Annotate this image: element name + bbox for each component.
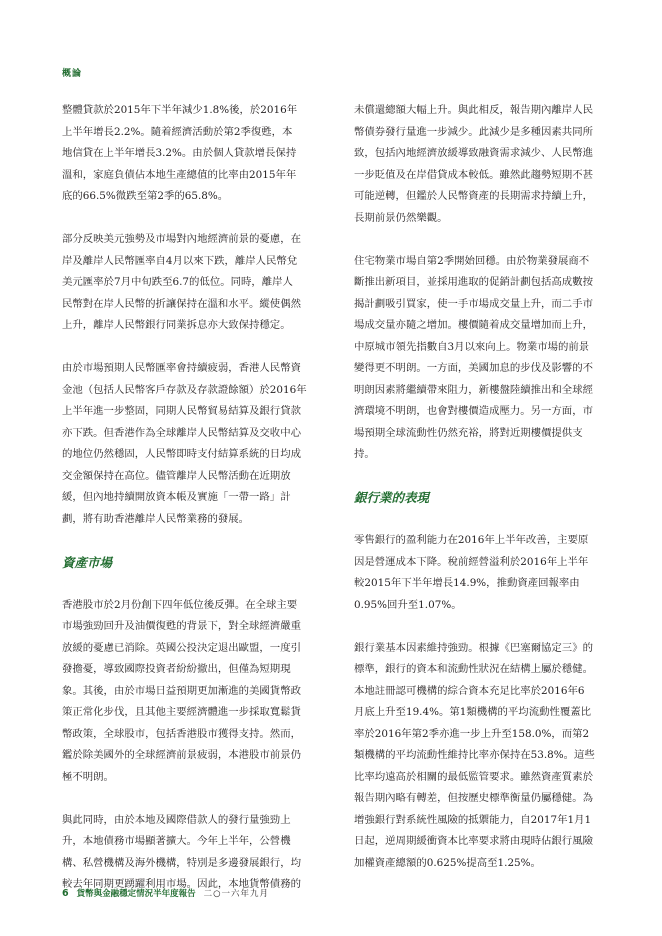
left-column [62,100,308,917]
section-heading-asset-markets: 資產市場 [62,554,113,570]
section-heading-banking-performance: 銀行業的表現 [354,490,430,505]
section-label: 概論 [62,69,83,79]
page-footer [62,887,269,899]
paragraph: 由於市場預期人民幣匯率會持續疲弱，香港人民幣資 金池（包括人民幣客戶存款及存款證餘額）於2016年 上半年進一步整固，同期人民幣貿易結算及銀行貸款 亦下跌。但香港作為全球離岸人民幣結算及交收中心 的地位仍然穩固，人民幣即時支付結算系統的日均成 交金額保持在高位。儘管離岸人民幣活動在近期放 緩，但內地持續開放資本帳及實施「一帶一路」計 劃，將有助香港離岸人民幣業務的發展。 [62,362,307,525]
right-column [354,100,600,896]
paragraph: 未償還總額大幅上升。與此相反，報告期內離岸人民 幣債券發行量進一步減少。此減少是多種因素共同所 致，包括內地經濟放緩導致融資需求減少、人民幣進 一步貶值及在岸借貸成本較低。雖然此趨勢短期不甚 可能逆轉，但鑑於人民幣資產的長期需求持續上升， 長期前景仍然樂觀。 [354,104,593,224]
paragraph: 部分反映美元強勢及市場對內地經濟前景的憂慮，在 岸及離岸人民幣匯率自4月以來下跌，離岸人民幣兌 美元匯率於7月中旬跌至6.7的低位。同時，離岸人 民幣對在岸人民幣的折讓保持在溫和水平。縱使偶然 上升，離岸人民幣銀行同業拆息亦大致保持穩定。 [62,233,301,331]
report-date: 二○一六年九月 [203,889,270,899]
page-number: 6 [62,888,69,899]
paragraph: 整體貸款於2015年下半年減少1.8%後，於2016年 上半年增長2.2%。隨着經濟活動於第2季復甦，本 地信貸在上半年增長3.2%。由於個人貸款增長保持 溫和，家庭負債佔本地生產總值的比率由2015年年 底的66.5%微跌至第2季的65.8%。 [62,104,298,202]
paragraph: 香港股市於2月份創下四年低位後反彈。在全球主要 市場強勁回升及油價復甦的背景下，對全球經濟嚴重 放緩的憂慮已消除。英國公投決定退出歐盟，一度引 發擔憂，導致國際投資者紛紛撤出，但僅為短期現 象。其後，由於市場日益預期更加漸進的美國貨幣政 策正常化步伐，且其他主要經濟體進一步採取寬鬆貨 幣政策，全球股市，包括香港股市獲得支持。然而， 鑑於除美國外的全球經濟前景疲弱，本港股市前景仍 極不明朗。 [62,598,301,783]
paragraph: 銀行業基本因素維持強勁。根據《巴塞爾協定三》的 標準，銀行的資本和流動性狀況在結構上屬於穩健。 本地註冊認可機構的綜合資本充足比率於2016年6 月底上升至19.4%。第1類機構的平均流動性覆蓋比 率於2016年第2季亦進一步上升至158.0%，而第2 類機構的平均流動性維持比率亦保持在53.8%。這些 比率均遠高於相關的最低監管要求。雖然資產質素於 報告期內略有轉差，但按歷史標準衡量仍屬穩健。為 增強銀行對系統性風險的抵禦能力，自2017年1月1 日起，逆周期緩衝資本比率要求將由現時佔銀行風險 加權資產總額的0.625%提高至1.25%。 [354,641,595,869]
paragraph: 住宅物業市場自第2季開始回穩。由於物業發展商不 斷推出新項目，並採用進取的促銷計劃包括高成數按 揭計劃吸引買家，使一手市場成交量上升，而二手市 場成交量亦隨之增加。樓價隨着成交量增加而上升， 中原城市領先指數自3月以來向上。物業市場的前景 變得更不明朗。一方面，美國加息的步伐及影響的不 明朗因素將繼續帶來阻力，新樓盤陸續推出和全球經 濟環境不明朗，也會對樓價造成壓力。另一方面，市 場預期全球流動性仍然充裕，將對近期樓價提供支 持。 [354,254,593,460]
report-title: 貨幣與金融穩定情況半年度報告 [76,889,196,899]
paragraph: 零售銀行的盈利能力在2016年上半年改善，主要原 因是營運成本下降。稅前經營溢利於2016年上半年 較2015年下半年增長14.9%，推動資產回報率由 0.95%回升至1.07%。 [354,534,589,611]
paragraph: 與此同時，由於本地及國際借款人的發行量強勁上 升，本地債務市場顯著擴大。今年上半年，公營機 構、私營機構及海外機構，特別是多邊發展銀行，均 較去年同期更踴躍利用市場。因此，本地貨幣債務的 [62,813,301,890]
